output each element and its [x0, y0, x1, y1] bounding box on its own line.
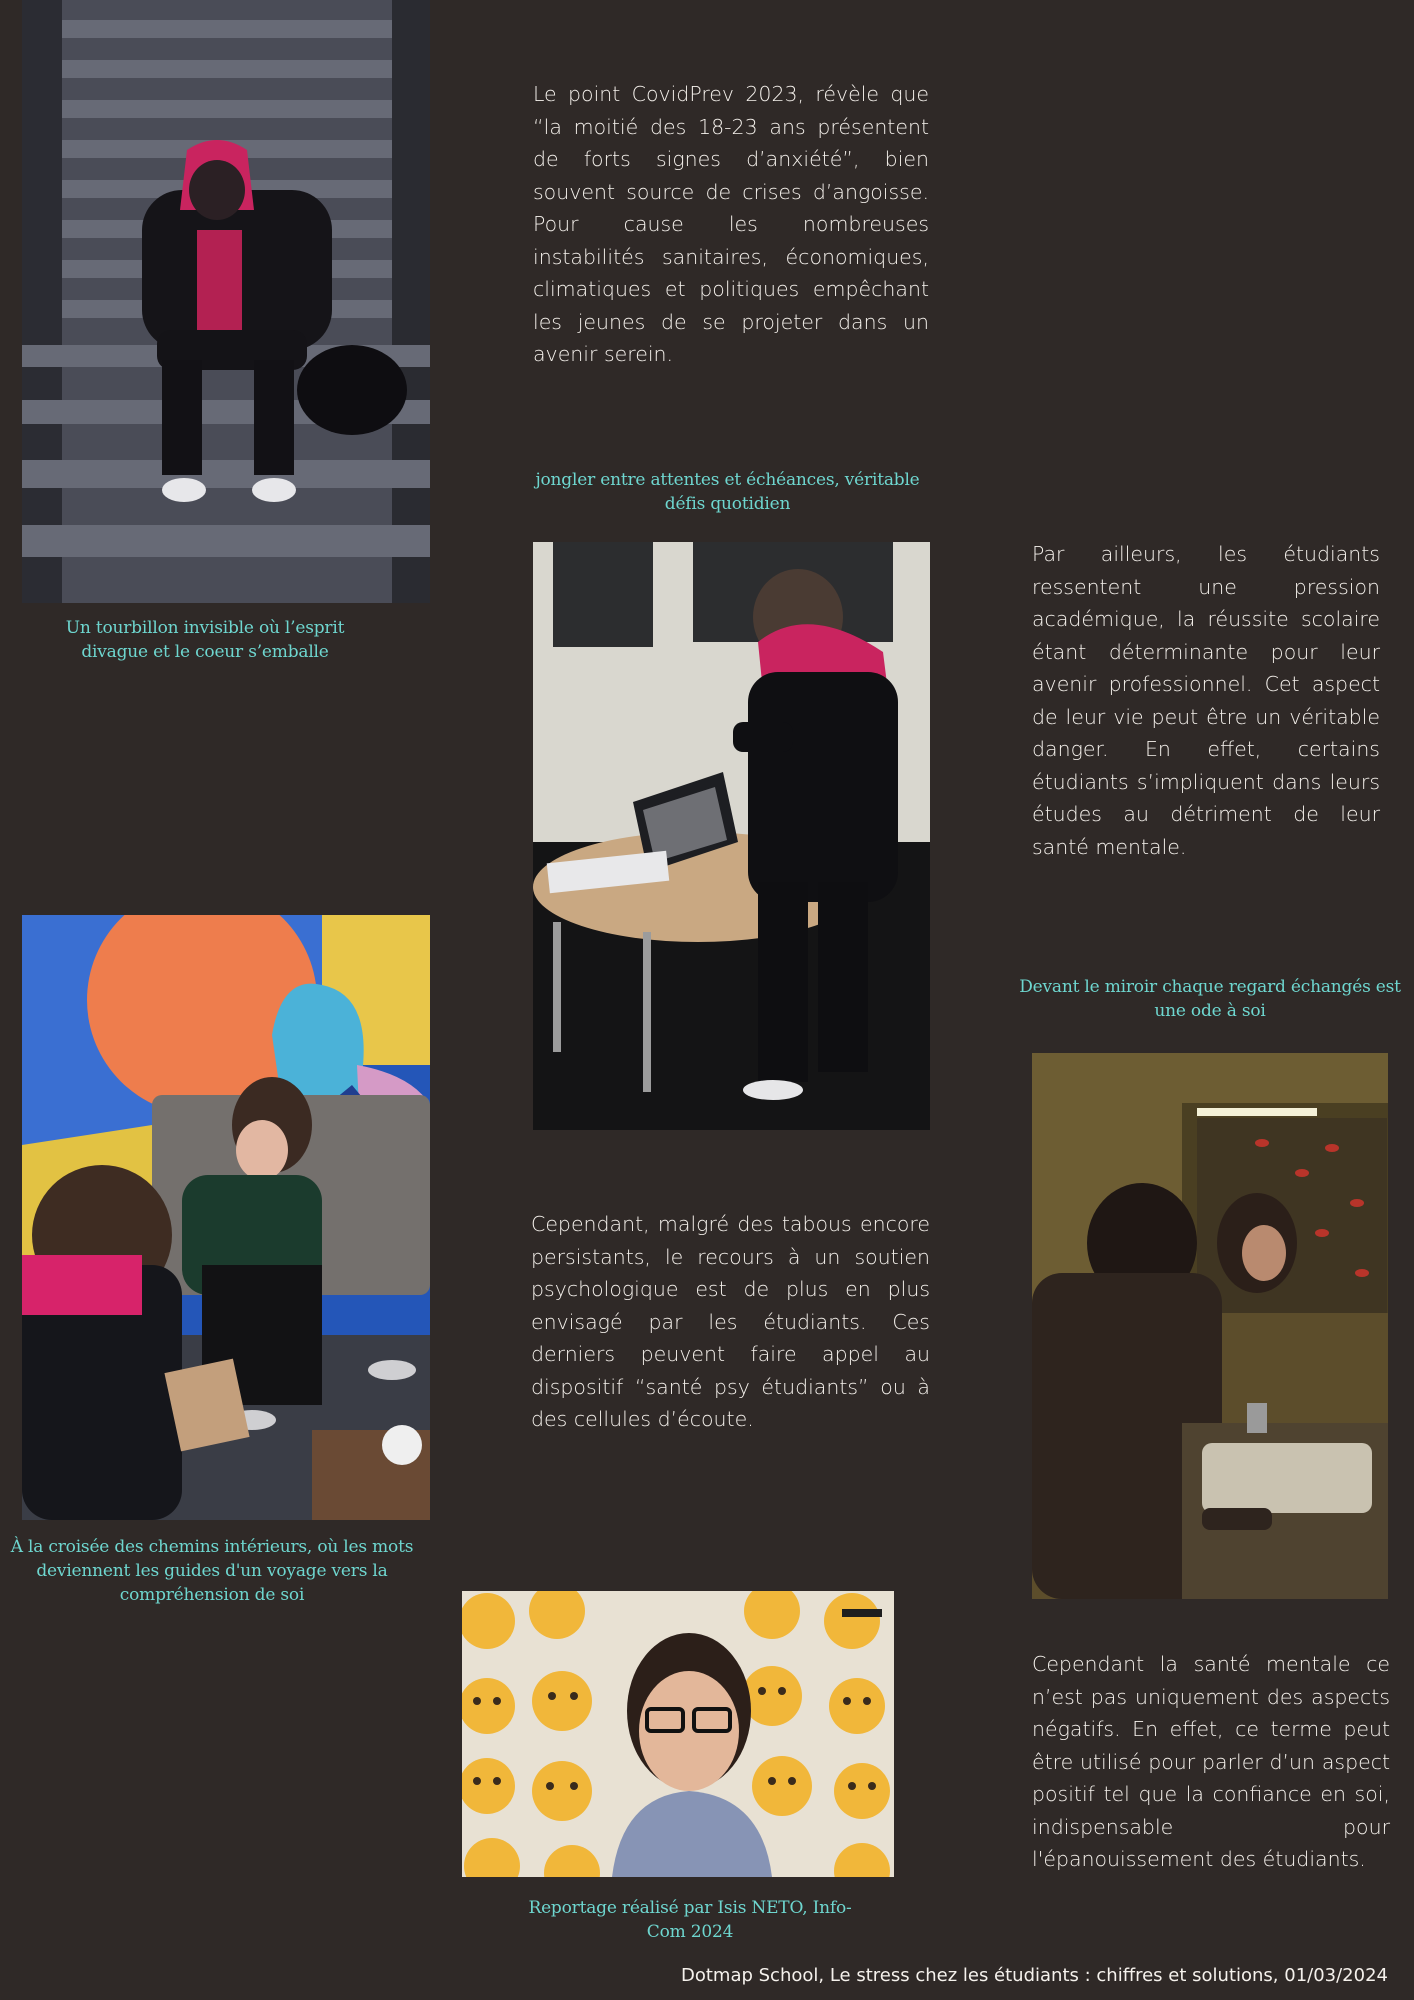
paragraph-pression: Par ailleurs, les étudiants ressentent une pression académique, la réussite scolaire étant déterminante pour leur avenir professionnel. Cet aspect de leur vie peut être un véritable danger. En effet, certains étudiants s’impliquent dans leurs études au détriment de leur santé mentale. [1032, 542, 1380, 859]
paragraph-covidprev: Le point CovidPrev 2023, révèle que “la moitié des 18-23 ans présentent de forts signes d’anxiété”, bien souvent source de crises d’angoisse. Pour cause les nombreuses instabilités sanitaires, économiques, climatiques et politiques empêchant les jeunes de se projeter dans un avenir serein. [533, 82, 929, 366]
photo-mirror [1032, 1053, 1388, 1599]
caption-couch: À la croisée des chemins intérieurs, où les mots deviennent les guides d'un voyage vers la compréhension de soi [10, 1537, 414, 1605]
footer-source: Dotmap School, Le stress chez les étudiants : chiffres et solutions, 01/03/2024 [680, 1965, 1388, 1986]
paragraph-positif: Cependant la santé mentale ce n’est pas uniquement des aspects négatifs. En effet, ce terme peut être utilisé pour parler d’un aspect positif tel que la confiance en soi, indispensable pour l'épanouissement des étudiants. [1032, 1652, 1390, 1871]
caption-laptop: jongler entre attentes et échéances, véritable défis quotidien [535, 470, 920, 514]
caption-stairs: Un tourbillon invisible où l’esprit divague et le coeur s’emballe [65, 618, 345, 662]
photo-couch [22, 915, 430, 1520]
photo-laptop [533, 542, 930, 1130]
photo-stairs [22, 0, 430, 603]
caption-credit: Reportage réalisé par Isis NETO, Info-Com 2024 [528, 1898, 852, 1942]
photo-emojis [462, 1591, 894, 1877]
caption-mirror: Devant le miroir chaque regard échangés est une ode à soi [1019, 977, 1401, 1021]
paragraph-soutien: Cependant, malgré des tabous encore persistants, le recours à un soutien psychologique est de plus en plus envisagé par les étudiants. Ces derniers peuvent faire appel au dispositif “santé psy étudiants” ou à des cellules d’écoute. [531, 1212, 930, 1431]
